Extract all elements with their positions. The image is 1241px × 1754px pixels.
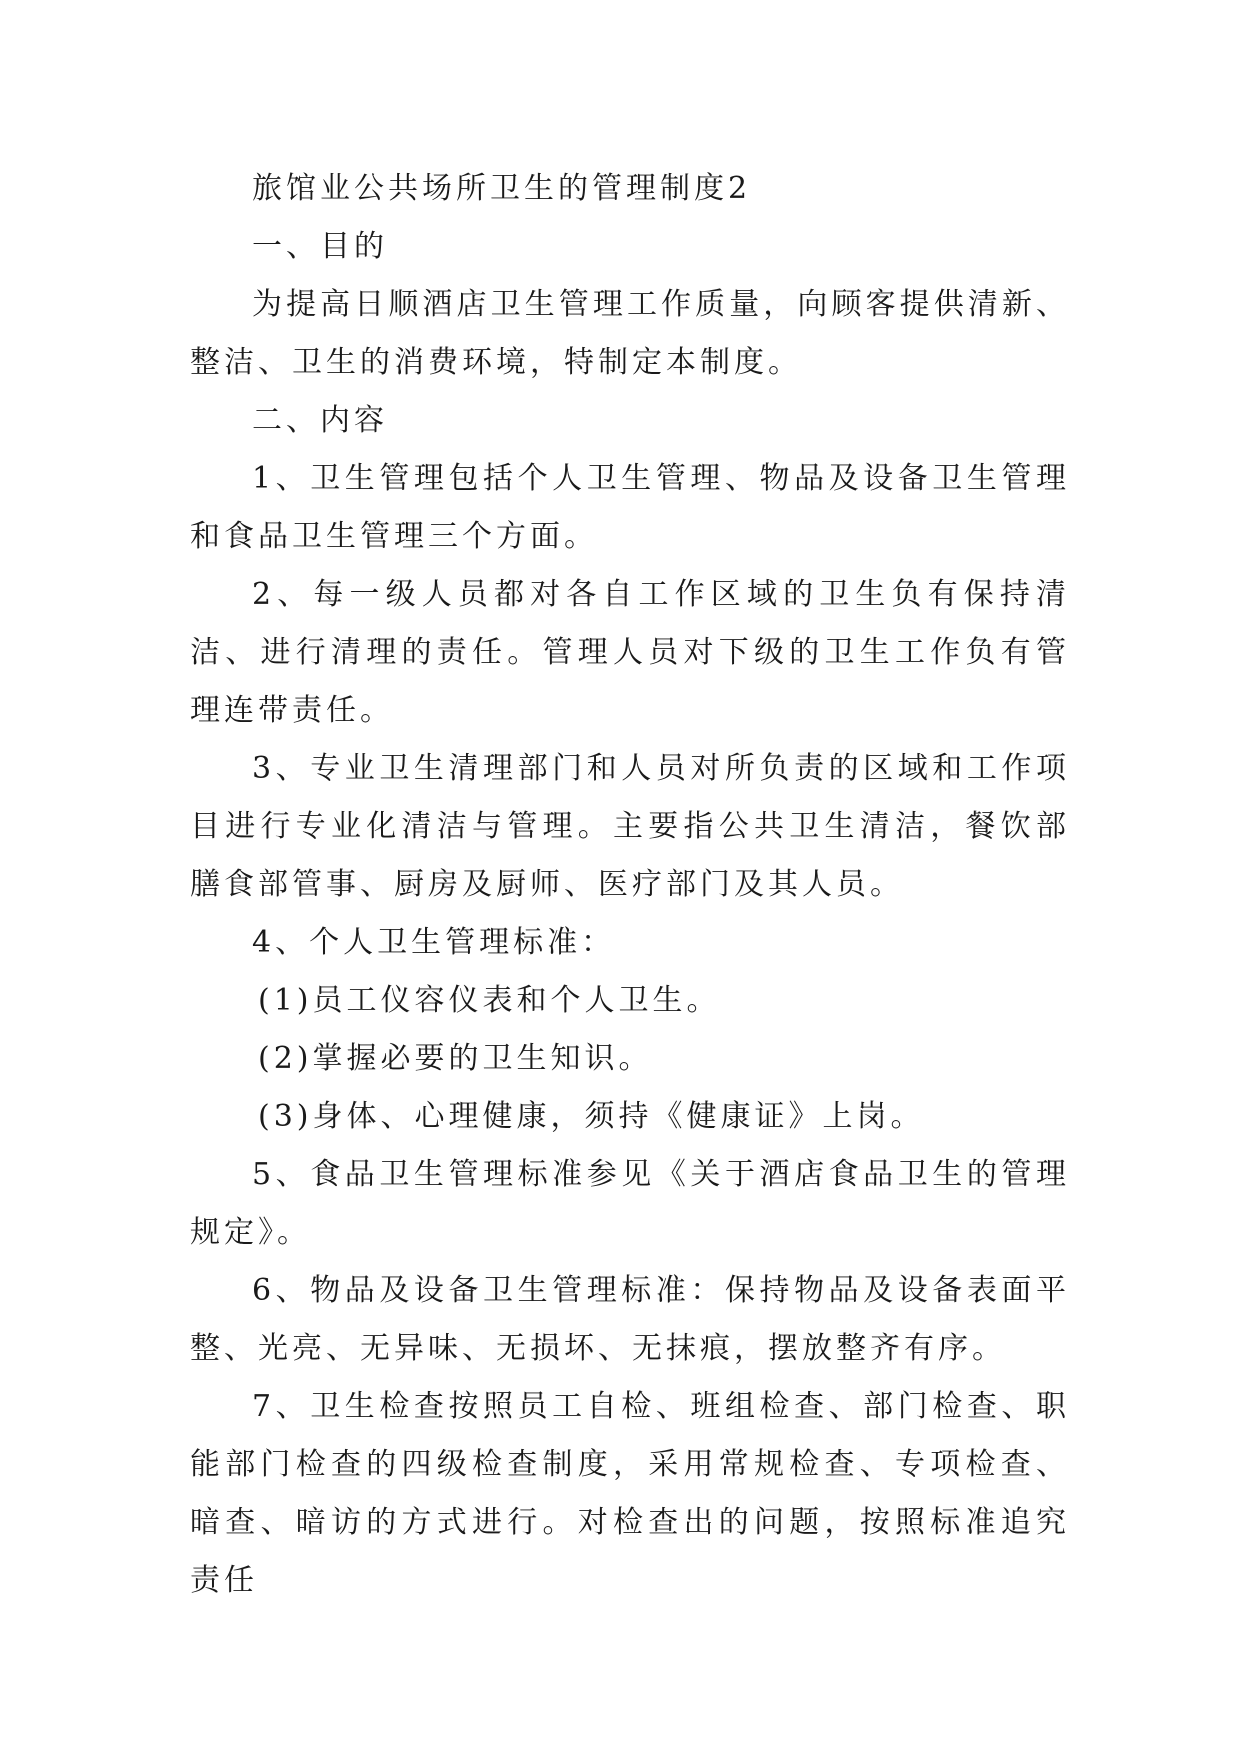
paragraph-purpose: 为提高日顺酒店卫生管理工作质量，向顾客提供清新、整洁、卫生的消费环境，特制定本制度。 [190,287,1070,380]
paragraph-item-7: 7、卫生检查按照员工自检、班组检查、部门检查、职能部门检查的四级检查制度，采用常规检查、专项检查、暗查、暗访的方式进行。对检查出的问题，按照标准追究责任 [190,1389,1070,1598]
paragraph-item-4: 4、个人卫生管理标准： [252,925,616,960]
paragraph-item-2: 2、每一级人员都对各自工作区域的卫生负有保持清洁、进行清理的责任。管理人员对下级的卫生工作负有管理连带责任。 [190,577,1070,728]
document-body [190,160,1070,1610]
paragraph-item-6: 6、物品及设备卫生管理标准：保持物品及设备表面平整、光亮、无异味、无损坏、无抹痕，摆放整齐有序。 [190,1273,1070,1366]
paragraph-item-5: 5、食品卫生管理标准参见《关于酒店食品卫生的管理规定》。 [190,1157,1070,1250]
section-heading-purpose: 一、目的 [252,229,388,264]
paragraph-item-3: 3、专业卫生清理部门和人员对所负责的区域和工作项目进行专业化清洁与管理。主要指公共卫生清洁，餐饮部膳食部管事、厨房及厨师、医疗部门及其人员。 [190,751,1070,902]
document-title: 旅馆业公共场所卫生的管理制度2 [252,171,752,206]
sub-item-4-1: (1)员工仪容仪表和个人卫生。 [258,983,721,1018]
sub-item-4-3: (3)身体、心理健康，须持《健康证》上岗。 [258,1099,925,1134]
sub-item-4-2: (2)掌握必要的卫生知识。 [258,1041,653,1076]
paragraph-item-1: 1、卫生管理包括个人卫生管理、物品及设备卫生管理和食品卫生管理三个方面。 [190,461,1070,554]
section-heading-content: 二、内容 [252,403,388,438]
